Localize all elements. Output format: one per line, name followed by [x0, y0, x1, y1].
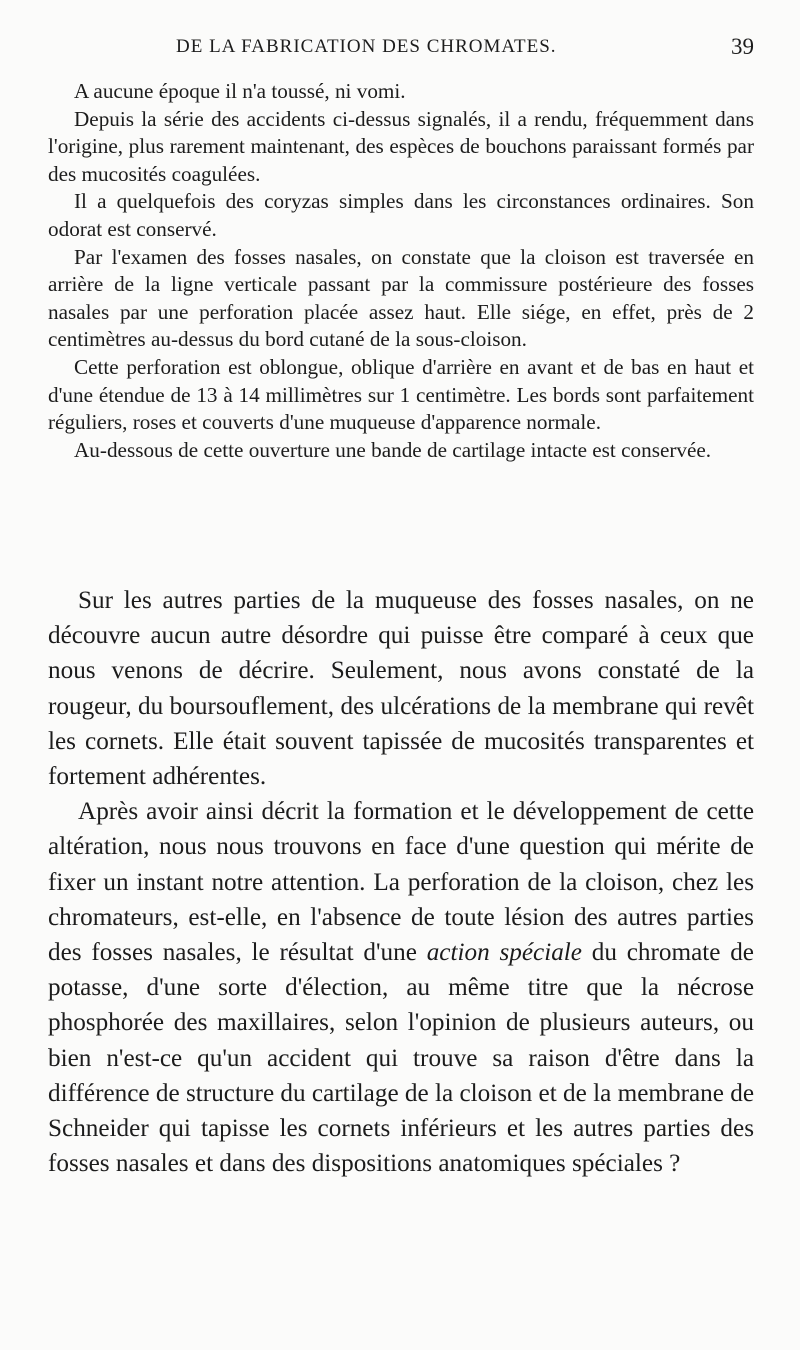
commentary-paragraph: [48, 794, 754, 1181]
commentary-text: [48, 583, 754, 1181]
observation-paragraph: A aucune époque il n'a toussé, ni vomi.: [74, 79, 406, 103]
observation-paragraph: Il a quelquefois des coryzas simples dans les circonstances ordinaires. Son odorat est conservé.: [48, 189, 754, 241]
observation-text: [48, 78, 754, 464]
commentary-text-span: du chromate de potasse, d'une sorte d'élection, au même titre que la nécrose phosphorée des maxillaires, selon l'opinion de plusieurs auteurs, ou bien n'est-ce qu'un accident qui trouve sa raison d'être dans la différence de structure du cartilage de la cloison et de la membrane de Schneider qui tapisse les cornets inférieurs et les autres parties des fosses nasales et dans des dispositions anatomiques spéciales ?: [48, 939, 754, 1178]
commentary-paragraph: Sur les autres parties de la muqueuse des fosses nasales, on ne découvre aucun autre désordre qui puisse être comparé à ceux que nous venons de décrire. Seulement, nous avons constaté de la rougeur, du boursouflement, des ulcérations de la membrane qui revêt les cornets. Elle était souvent tapissée de mucosités transparentes et fortement adhérentes.: [48, 587, 754, 791]
observation-paragraph: Par l'examen des fosses nasales, on constate que la cloison est traversée en arrière de la ligne verticale passant par la commissure postérieure des fosses nasales par une perforation placée assez haut. Elle siége, en effet, près de 2 centimètres au-dessus du bord cutané de la sous-cloison.: [48, 244, 754, 352]
page-header: [48, 36, 754, 72]
emphasized-phrase: action spéciale: [426, 939, 582, 967]
observation-paragraph: Depuis la série des accidents ci-dessus signalés, il a rendu, fréquemment dans l'origine, plus rarement maintenant, des espèces de bouchons paraissant formés par des mucosités coagulées.: [48, 106, 754, 186]
commentary-text-span: Après avoir ainsi décrit la formation et le développement de cette altération, nous nous trouvons en face d'une question qui mérite de fixer un instant notre attention. La perforation de la cloison, chez les chromateurs, est-elle, en l'absence de toute lésion des autres parties des fosses nasales, le résultat d'une: [48, 798, 754, 967]
page-number: 39: [731, 34, 754, 59]
running-title: DE LA FABRICATION DES CHROMATES.: [176, 36, 557, 57]
observation-paragraph: Cette perforation est oblongue, oblique d'arrière en avant et de bas en haut et d'une étendue de 13 à 14 millimètres sur 1 centimètre. Les bords sont parfaitement réguliers, roses et couverts d'une muqueuse d'apparence normale.: [48, 354, 754, 435]
observation-paragraph: Au-dessous de cette ouverture une bande de cartilage intacte est conservée.: [74, 437, 712, 462]
